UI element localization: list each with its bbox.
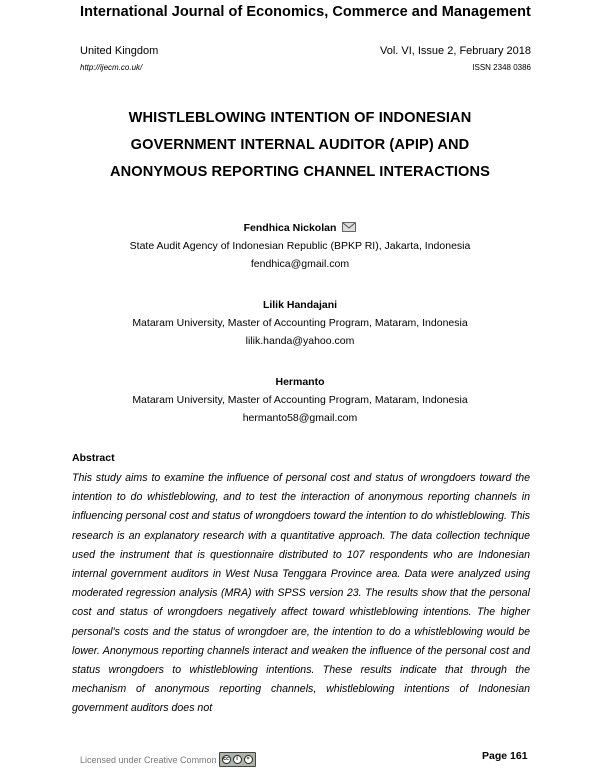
- creative-commons-badge[interactable]: [219, 752, 256, 767]
- author-block-1: [60, 219, 540, 273]
- author-name: Lilik Handajani: [262, 299, 338, 311]
- header-issn: ISSN 2348 0386: [472, 63, 531, 72]
- page-number: Page 161: [482, 750, 528, 762]
- title-line-2: GOVERNMENT INTERNAL AUDITOR (APIP) AND: [130, 137, 470, 153]
- license-text: Licensed under Creative Common: [80, 754, 217, 765]
- mail-icon[interactable]: [342, 222, 356, 232]
- author-block-2: [60, 296, 540, 350]
- header-country: United Kingdom: [80, 45, 159, 57]
- author-name: Hermanto: [275, 376, 325, 388]
- abstract-heading: Abstract: [72, 452, 115, 464]
- title-line-1: WHISTLEBLOWING INTENTION OF INDONESIAN: [128, 110, 472, 126]
- author-affiliation: Mataram University, Master of Accounting Program, Mataram, Indonesia: [132, 317, 468, 329]
- author-name: Fendhica Nickolan: [243, 222, 337, 234]
- header-volume: Vol. VI, Issue 2, February 2018: [379, 45, 531, 57]
- journal-name: International Journal of Economics, Commerce and Management: [80, 4, 531, 20]
- header-row-links: [80, 63, 531, 72]
- author-email[interactable]: hermanto58@gmail.com: [242, 412, 358, 424]
- journal-url-link[interactable]: http://ijecm.co.uk/: [80, 63, 143, 72]
- author-email[interactable]: fendhica@gmail.com: [250, 258, 350, 270]
- paper-title: [60, 105, 540, 186]
- author-affiliation: State Audit Agency of Indonesian Republic (BPKP RI), Jakarta, Indonesia: [129, 240, 471, 252]
- author-affiliation: Mataram University, Master of Accounting Program, Mataram, Indonesia: [132, 394, 468, 406]
- by-icon: i: [233, 755, 242, 764]
- nd-icon: =: [244, 755, 253, 764]
- author-email[interactable]: lilik.handa@yahoo.com: [245, 335, 355, 347]
- license-notice: [80, 752, 256, 767]
- abstract-text: This study aims to examine the influence of personal cost and status of wrongdoers toward the intention to do whistleblowing, and to test the interaction of anonymous reporting channels in influencing personal cost and status of wrongdoers toward the intention to do whistleblowing. This research is an explanatory research with a quantitative approach. The data collection technique used the instrument that is questionnaire distributed to 107 respondents who are Indonesian internal government auditors in West Nusa Tenggara Province area. Data were analyzed using moderated regression analysis (MRA) with SPSS version 23. The results show that the personal cost and status of wrongdoers negatively affect toward whistleblowing intentions. The higher personal's costs and the status of wrongdoer are, the intention to do a whistleblowing would be lower. Anonymous reporting channels interact and weaken the influence of the personal cost and status wrongdoers to whistleblowing intentions. These results indicate that through the mechanism of anonymous reporting channels, whistleblowing intentions of Indonesian government auditors does not: [72, 472, 530, 715]
- title-line-3: ANONYMOUS REPORTING CHANNEL INTERACTIONS: [110, 164, 490, 180]
- header-row-location: [80, 45, 531, 57]
- author-block-3: [60, 373, 540, 427]
- cc-icon: cc: [223, 756, 229, 762]
